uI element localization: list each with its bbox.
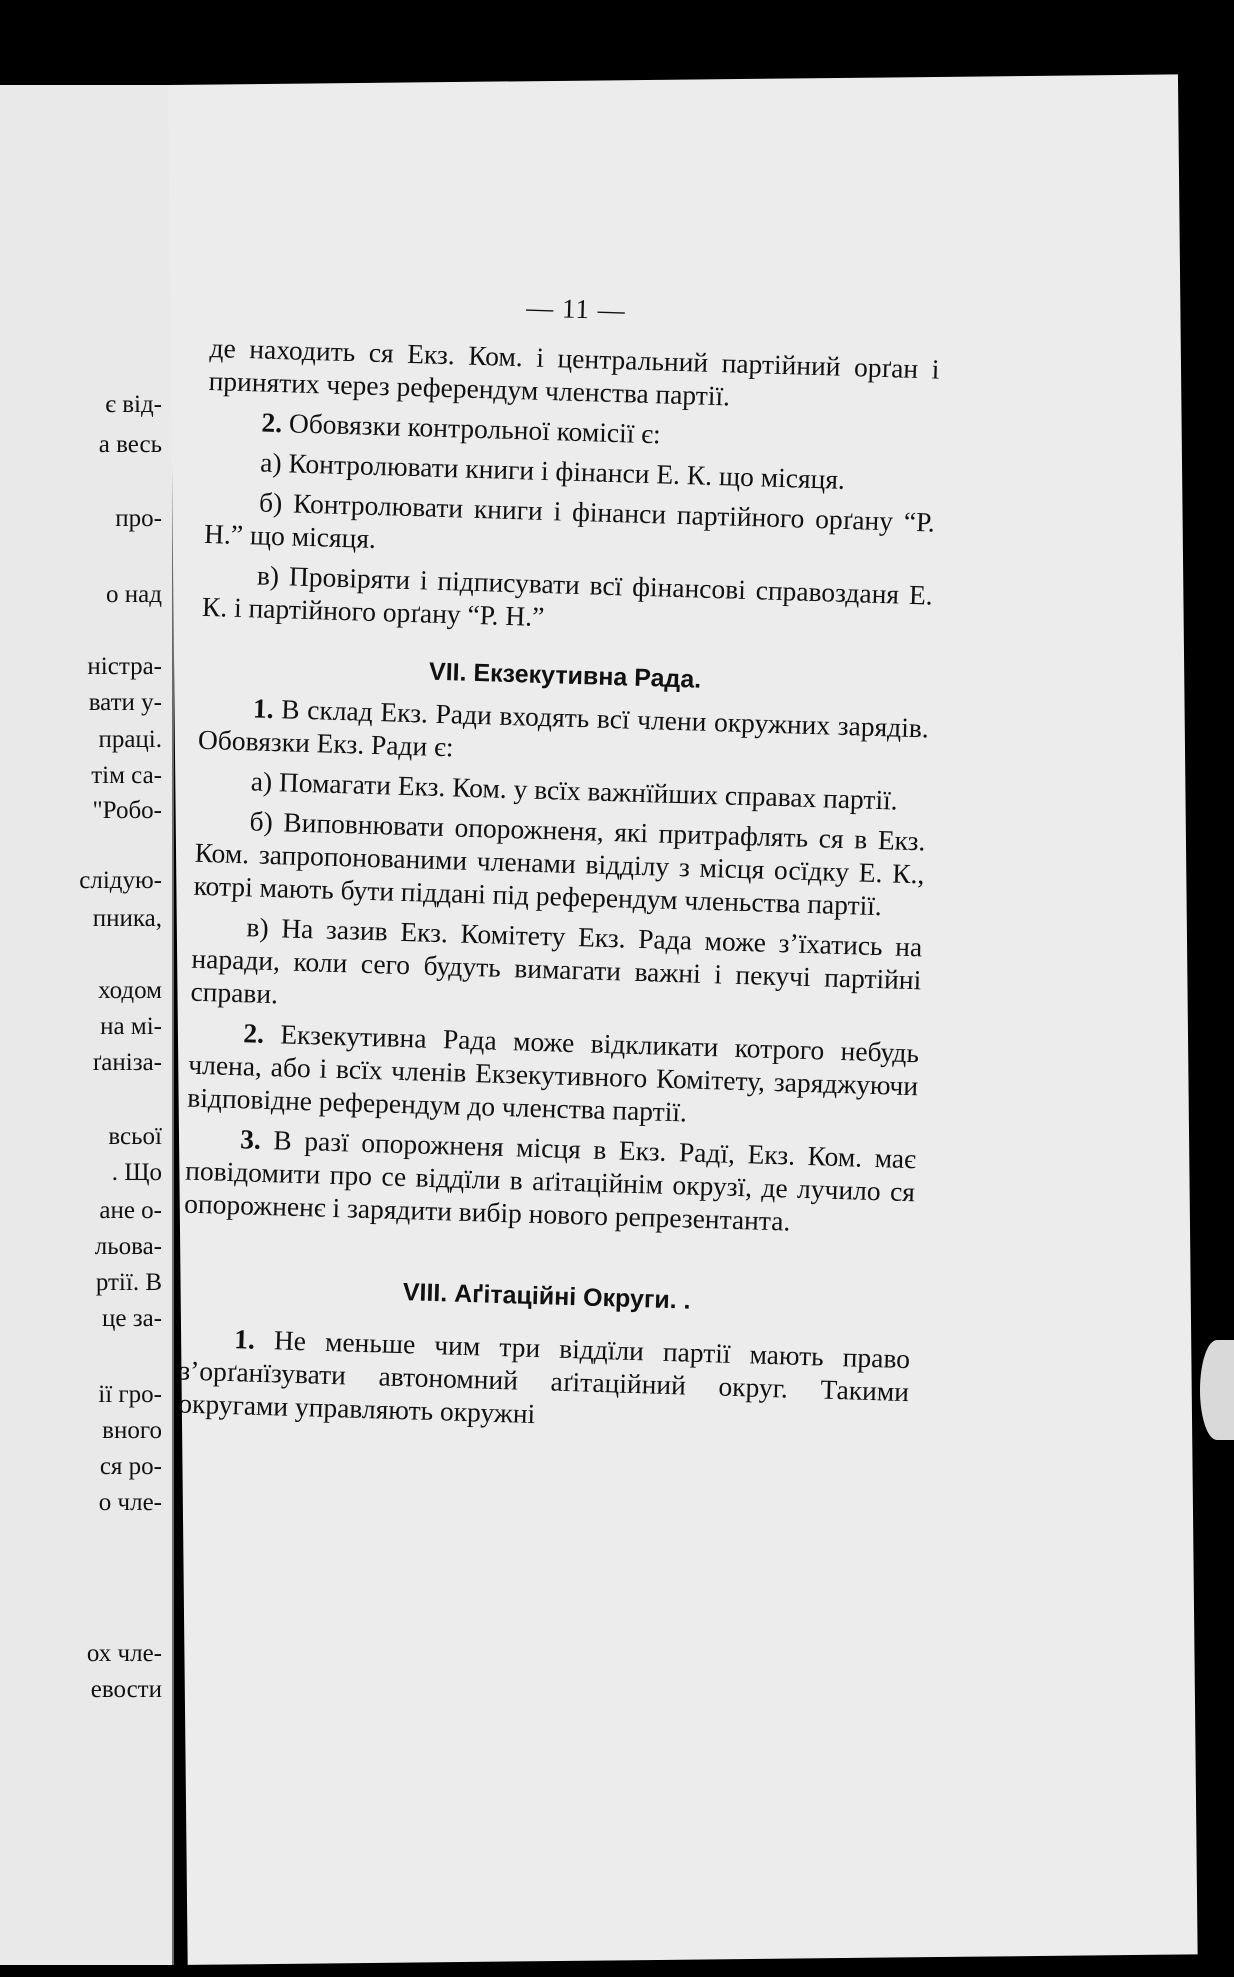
paragraph-number: 1. [233, 1323, 256, 1355]
left-page-line: ходом [98, 977, 162, 1004]
left-page-line: слідую- [79, 867, 162, 894]
paragraph: в) Провіряти і підписувати всї фінансові справозданя Е. К. і партійного орґану “Р. Н.” [201, 559, 934, 633]
left-page-line: ане о- [99, 1197, 162, 1224]
paragraph [178, 1321, 911, 1442]
left-page-line: тім са- [91, 762, 162, 789]
paragraph: в) На зазив Екз. Комітету Екз. Рада може з’їхатись на наради, коли сего будуть вимагати важні і пекучі партійні справи. [190, 911, 923, 1010]
left-page-line: ії гро- [98, 1381, 162, 1408]
paragraph-number: 2. [261, 406, 283, 439]
paragraph: а) Контролювати книги і фінанси Е. К. що місяця. [259, 446, 846, 495]
paragraph: де находить ся Екз. Ком. і центральний партійний орґан і принятих через референдум членства партії. [208, 331, 940, 412]
left-page-line: про- [115, 505, 162, 532]
left-page-line: ністра- [87, 653, 162, 680]
left-page-line: це за- [101, 1305, 162, 1332]
paragraph: б) Виповнювати опорожненя, які притрафлять ся в Екз. Ком. запропонованими членами відділу з місця осїдку Е. К., котрі мають бути піддані під референдум членьства партії. [193, 805, 926, 922]
left-page-line: всьої [108, 1123, 162, 1150]
left-page-fragment [0, 85, 174, 1965]
paragraph-text: Не меньше чим три віддїли партії мають право з’орґанїзувати автономний аґітаційний округ. Такими округами управляють окружні [177, 1323, 911, 1430]
paragraph [187, 1015, 920, 1136]
left-page-line: льова- [94, 1233, 162, 1260]
left-page-line: ґанізa- [92, 1049, 162, 1076]
left-page-line: ох чле- [86, 1640, 162, 1667]
paragraph-number: 3. [239, 1123, 262, 1155]
left-page-line: а весь [98, 431, 162, 458]
left-page-line: . Що [111, 1159, 162, 1186]
paragraph-text: В склад Екз. Ради входять всї члени окружних зарядів. Обовязки Екз. Ради є: [197, 693, 930, 763]
paragraph-text: В разї опорожненя місця в Екз. Радї, Екз. Ком. має повідомити про се віддїли в аґітаційнім окрузї, де лучило ся опорожненє і зарядити вибір нового репрезентанта. [183, 1123, 917, 1237]
left-page-line: евости [90, 1676, 162, 1703]
left-page-line: праці. [98, 726, 162, 753]
paragraph-text: Екзекутивна Рада може відкликати котрого небудь члена, або і всїх членів Екзекутивного Комітету, заряджуючи відповідне референдум до членства партії. [186, 1017, 920, 1128]
left-page-line: ся ро- [99, 1453, 162, 1480]
left-page-line: "Робо- [92, 797, 162, 824]
paragraph: б) Контролювати книги і фінанси партійного орґану “Р. Н.” що місяця. [203, 486, 936, 554]
left-page-line: о чле- [98, 1489, 162, 1516]
section-heading: VIII. Аґітаційні Округи. . [402, 1278, 691, 1315]
left-page-line: є від- [105, 391, 162, 418]
section-heading: VII. Екзекутивна Рада. [428, 657, 702, 694]
paragraph-number: 2. [242, 1017, 265, 1049]
page-text [178, 270, 942, 1448]
left-page-line: ртії. В [95, 1269, 162, 1296]
paragraph-text: Обовязки контрольної комісії є: [281, 407, 662, 450]
paragraph: а) Помагати Екз. Ком. у всїх важнїйших справах партії. [250, 765, 899, 816]
paragraph [184, 1121, 917, 1242]
edge-blot [1200, 1340, 1234, 1440]
left-page-line: пника, [92, 905, 162, 932]
left-page-line: вати у- [88, 689, 162, 716]
left-page-line: о над [106, 581, 162, 608]
paragraph [198, 690, 930, 778]
left-page-line: на мі- [100, 1013, 162, 1040]
page-number: — 11 — [525, 292, 627, 326]
paragraph-number: 1. [252, 692, 275, 725]
left-page-line: вного [102, 1417, 162, 1444]
